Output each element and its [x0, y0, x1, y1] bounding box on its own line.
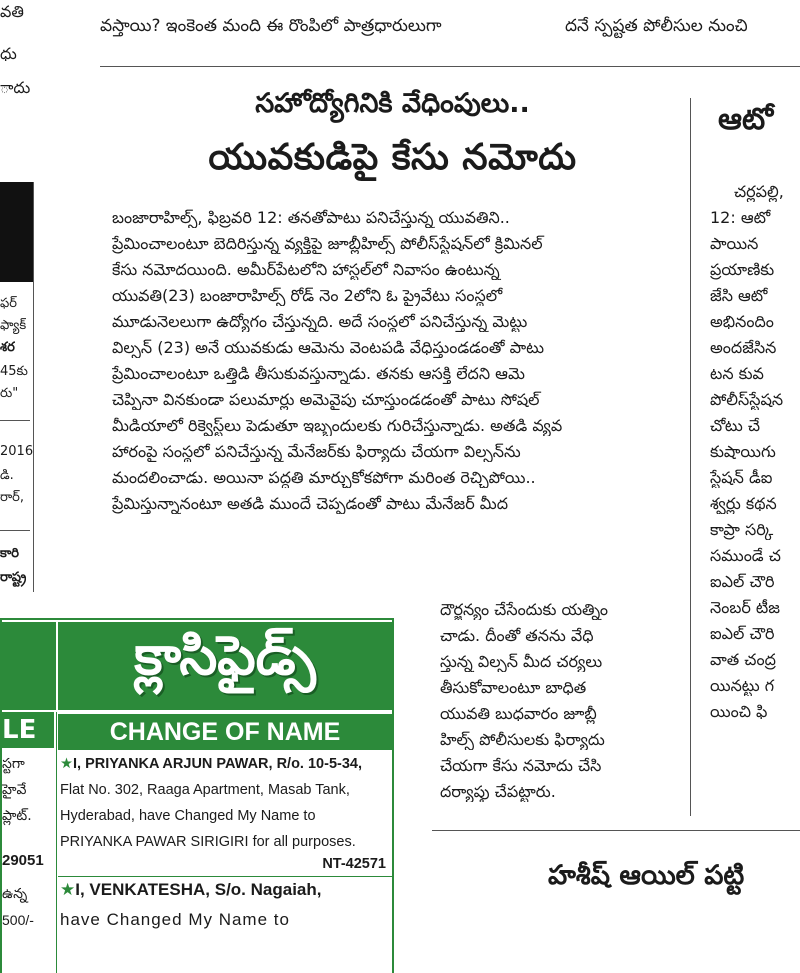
article-wrap-line: దౌర్జన్యం చేసేందుకు యత్నిం	[440, 600, 608, 619]
right-article-line: చోటు చే	[710, 416, 760, 435]
classified-left-fragment: 29051	[2, 852, 44, 869]
left-fragment: డి.	[0, 468, 14, 483]
top-divider	[100, 66, 800, 67]
left-divider	[0, 530, 30, 531]
article-body-line: యువతి(23) బంజారాహిల్స్ రోడ్ నెం 2లోని ఓ ప్రైవేటు సంస్థలో	[112, 286, 503, 305]
notice-line: Hyderabad, have Changed My Name to	[60, 808, 316, 824]
right-article-line: శ్వర్లు కథన	[710, 494, 777, 513]
classified-left-fragment: హైవే	[2, 782, 27, 798]
article-body-line: బంజారాహిల్స్, ఫిబ్రవరి 12: తనతోపాటు పనిచేస్తున్న యువతిని..	[112, 208, 510, 227]
right-article-line: పాయిన	[710, 234, 759, 253]
article-body-line: ప్రేమించాలంటూ బెదిరిస్తున్న వ్యక్తిపై జూబ్లీహిల్స్ పోలీస్‌స్టేషన్‌లో క్రిమినల్	[112, 234, 543, 253]
classified-left-fragment: స్టగా	[2, 756, 25, 772]
classified-left-fragment: ఉన్న	[2, 886, 28, 902]
right-article-line: పోలీస్‌స్టేషన	[710, 390, 784, 409]
article-body-line: ప్రేమిస్తున్నానంటూ అతడి ముందే చెప్పడంతో పాటు మేనేజర్ మీద	[112, 494, 509, 513]
star-icon: ★	[60, 756, 73, 772]
notice-line: Flat No. 302, Raaga Apartment, Masab Tank,	[60, 782, 350, 798]
left-fragment: రార్,	[0, 490, 25, 505]
article-sub-headline: సహోద్యోగినికి వేధింపులు..	[255, 88, 530, 119]
left-fragment: 45కు	[0, 364, 28, 379]
column-divider	[690, 98, 691, 816]
notice-ref: NT-42571	[322, 856, 386, 872]
right-article-line: కాప్రా సర్కి	[710, 520, 774, 539]
sale-label: LE	[0, 712, 54, 748]
right-article-line: టన కువ	[710, 364, 764, 383]
left-fragment: 2016	[0, 444, 34, 459]
right-article-line: స్టేషన్ డీఐ	[710, 468, 773, 487]
article-body-line: హారంపై సంస్థలో పనిచేస్తున్న మేనేజర్‌కు ఫిర్యాదు చేయగా విల్సన్‌ను	[112, 442, 521, 461]
article-wrap-line: చేయగా కేసు నమోదు చేసి	[440, 756, 602, 775]
right-article-line: జేసి ఆటో	[710, 286, 768, 305]
right-article-line: ప్రయాణికు	[710, 260, 775, 279]
right-article-line: యించి ఫి	[710, 702, 768, 721]
left-fragment: కారి	[0, 546, 19, 561]
article-wrap-line: యువతి బుధవారం జూబ్లీ	[440, 704, 597, 723]
classifieds-left-strip	[0, 622, 56, 710]
article-wrap-line: తీసుకోవాలంటూ బాధిత	[440, 678, 587, 697]
right-article-line: ఐఎల్ చౌరి	[710, 572, 775, 591]
notice-line: ★I, PRIYANKA ARJUN PAWAR, R/o. 10-5-34,	[60, 756, 362, 772]
right-article-line: సముండే చ	[710, 546, 781, 565]
article-wrap-line: దర్యాప్తు చేపట్టారు.	[440, 782, 556, 801]
bottom-article-headline: హశీష్ ఆయిల్ పట్టి	[548, 860, 745, 891]
right-article-line: అభినందిం	[710, 312, 774, 331]
left-divider	[0, 420, 30, 421]
classifieds-column-rule	[56, 712, 57, 973]
left-black-block	[0, 182, 34, 282]
left-fragment: ాదు	[0, 78, 31, 97]
notice-line: ★I, VENKATESHA, S/o. Nagaiah,	[60, 880, 322, 899]
left-fragment: శర	[0, 340, 15, 355]
article-body-line: మందలించాడు. అయినా పద్ధతి మార్చుకోకపోగా మరింత రెచ్చిపోయి..	[112, 468, 536, 487]
notice-line: PRIYANKA PAWAR SIRIGIRI for all purposes.	[60, 834, 356, 850]
right-article-line: ఐఎల్ చౌరి	[710, 624, 775, 643]
article-body-line: కేసు నమోదయింది. అమీర్‌పేటలోని హాస్టల్‌లో నివాసం ఉంటున్న	[112, 260, 500, 279]
left-fragment: ఫ్యాక్	[0, 318, 27, 333]
article-wrap-line: హిల్స్ పోలీసులకు ఫిర్యాదు	[440, 730, 605, 749]
classified-left-fragment: ప్లాట్.	[2, 808, 32, 824]
notice-line: have Changed My Name to	[60, 910, 290, 929]
left-fragment: రాష్ట్ర	[0, 570, 27, 585]
left-column-rule	[33, 182, 34, 592]
star-icon: ★	[60, 880, 76, 899]
right-article-headline: ఆటో	[718, 102, 774, 137]
left-fragment: ఫర్	[0, 296, 17, 311]
article-body-line: విల్సన్ (23) అనే యువకుడు ఆమెను వెంటపడి వేధిస్తుండడంతో పాటు	[112, 338, 544, 357]
change-of-name-header: CHANGE OF NAME	[58, 714, 392, 750]
top-strip-right-text: దనే స్పష్టత పోలీసుల నుంచి	[565, 16, 748, 36]
article-body-line: మీడియాలో రిక్వెస్ట్‌లు పెడుతూ ఇబ్బందులకు గురిచేస్తున్నాడు. అతడి వ్యవ	[112, 416, 563, 435]
bottom-divider	[432, 830, 800, 831]
left-fragment: రు"	[0, 386, 19, 401]
right-article-line: 12: ఆటో	[710, 208, 771, 227]
article-body-line: చెప్పినా వినకుండా పలుమార్లు అమెవైపు చూస్తుండడంతో పాటు సోషల్	[112, 390, 540, 409]
right-article-line: కుషాయిగు	[710, 442, 776, 461]
notice-divider	[58, 876, 392, 877]
article-wrap-line: చాడు. దీంతో తనను వేధి	[440, 626, 594, 645]
article-wrap-line: స్తున్న విల్సన్ మీద చర్యలు	[440, 652, 603, 671]
right-article-line: అందజేసిన	[710, 338, 777, 357]
left-fragment: వతి	[0, 2, 24, 21]
classified-left-fragment: 500/-	[2, 912, 34, 928]
top-strip-left-text: వస్తాయి? ఇంకెంత మంది ఈ రొంపిలో పాత్రధారులుగా	[100, 16, 442, 36]
right-article-line: యినట్టు గ	[710, 676, 775, 695]
article-headline: యువకుడిపై కేసు నమోదు	[208, 137, 577, 178]
article-body-line: మూడునెలలుగా ఉద్యోగం చేస్తున్నది. అదే సంస్థలో పనిచేస్తున్న మెట్టు	[112, 312, 528, 331]
right-article-line: నెంబర్ టీజ	[710, 598, 780, 617]
right-article-line: చర్లపల్లి,	[734, 182, 784, 201]
article-body-line: ప్రేమించాలంటూ ఒత్తిడి తీసుకువస్తున్నాడు. తనకు ఆసక్తి లేదని ఆమె	[112, 364, 525, 383]
left-fragment: ధు	[0, 44, 17, 63]
right-article-line: వాత చంద్ర	[710, 650, 776, 669]
classifieds-title: క్లాసిఫైడ్స్	[134, 624, 316, 687]
